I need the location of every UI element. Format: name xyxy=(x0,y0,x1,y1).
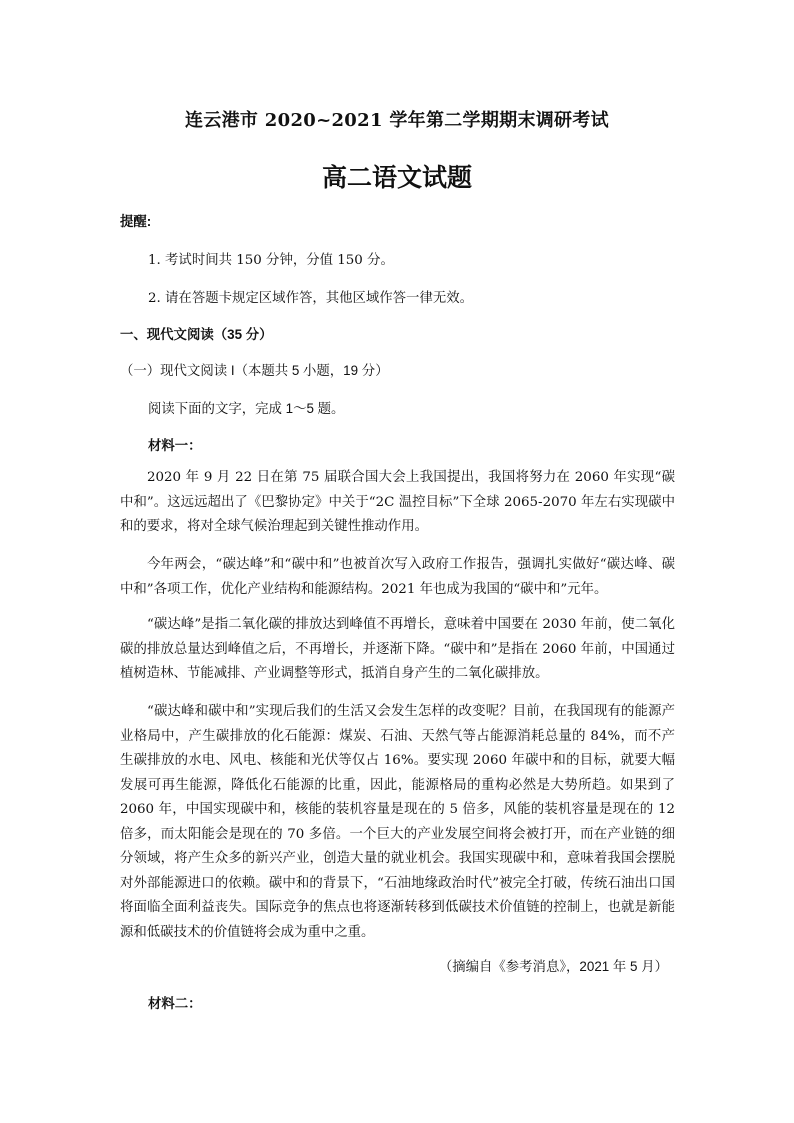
section-heading: 一、现代文阅读（35 分） xyxy=(120,327,273,342)
material-one-paragraph: “碳达峰”是指二氧化碳的排放达到峰值不再增长，意味着中国要在 2030 年前，使二氧化碳的排放总量达到峰值之后，不再增长，并逐渐下降。“碳中和”是指在 2060 年前，中国通过植树造林、节能减排、产业调整等形式，抵消自身产生的二氧化碳排放。 xyxy=(120,617,675,681)
material-one-paragraph: 2020 年 9 月 22 日在第 75 届联合国大会上我国提出，我国将努力在 2060 年实现“碳中和”。这远远超出了《巴黎协定》中关于“2C 温控目标”下全球 2065-2070 年左右实现碳中和的要求，将对全球气候治理起到关键性推动作用。 xyxy=(120,470,675,534)
subject-title: 高二语文试题 xyxy=(321,163,472,192)
material-one-paragraph: 今年两会，“碳达峰”和“碳中和”也被首次写入政府工作报告，强调扎实做好“碳达峰、碳中和”各项工作，优化产业结构和能源结构。2021 年也成为我国的“碳中和”元年。 xyxy=(120,557,675,597)
notice-item-answer-area: 2. 请在答题卡规定区域作答，其他区域作答一律无效。 xyxy=(148,291,474,306)
material-one-label: 材料一： xyxy=(148,438,202,453)
part-heading: （一）现代文阅读 I（本题共 5 小题，19 分） xyxy=(120,363,389,378)
exam-title: 连云港市 2020~2021 学年第二学期期末调研考试 xyxy=(185,110,609,131)
reading-instruction: 阅读下面的文字，完成 1～5 题。 xyxy=(148,401,345,416)
material-two-label: 材料二： xyxy=(148,996,202,1011)
notice-label: 提醒: xyxy=(120,214,152,229)
notice-item-time: 1. 考试时间共 150 分钟，分值 150 分。 xyxy=(148,253,394,268)
material-one-source: （摘编自《参考消息》，2021 年 5 月） xyxy=(438,959,668,974)
material-one-paragraph: “碳达峰和碳中和”实现后我们的生活又会发生怎样的改变呢？目前，在我国现有的能源产业格局中，产生碳排放的化石能源：煤炭、石油、天然气等占能源消耗总量的 84%，而不产生碳排放的水电、风电、核能和光伏等仅占 16%。要实现 2060 年碳中和的目标，就要大幅发展可再生能源，降低化石能源的比重，因此，能源格局的重构必然是大势所趋。如果到了 2060 年，中国实现碳中和，核能的装机容量是现在的 5 倍多，风能的装机容量是现在的 12 倍多，而太阳能会是现在的 70 多倍。一个巨大的产业发展空间将会被打开，而在产业链的细分领域，将产生众多的新兴产业，创造大量的就业机会。我国实现碳中和，意味着我国会摆脱对外部能源进口的依赖。碳中和的背景下，“石油地缘政治时代”被完全打破，传统石油出口国将面临全面利益丧失。国际竞争的焦点也将逐渐转移到低碳技术价值链的控制上，也就是新能源和低碳技术的价值链将会成为重中之重。 xyxy=(120,704,675,940)
